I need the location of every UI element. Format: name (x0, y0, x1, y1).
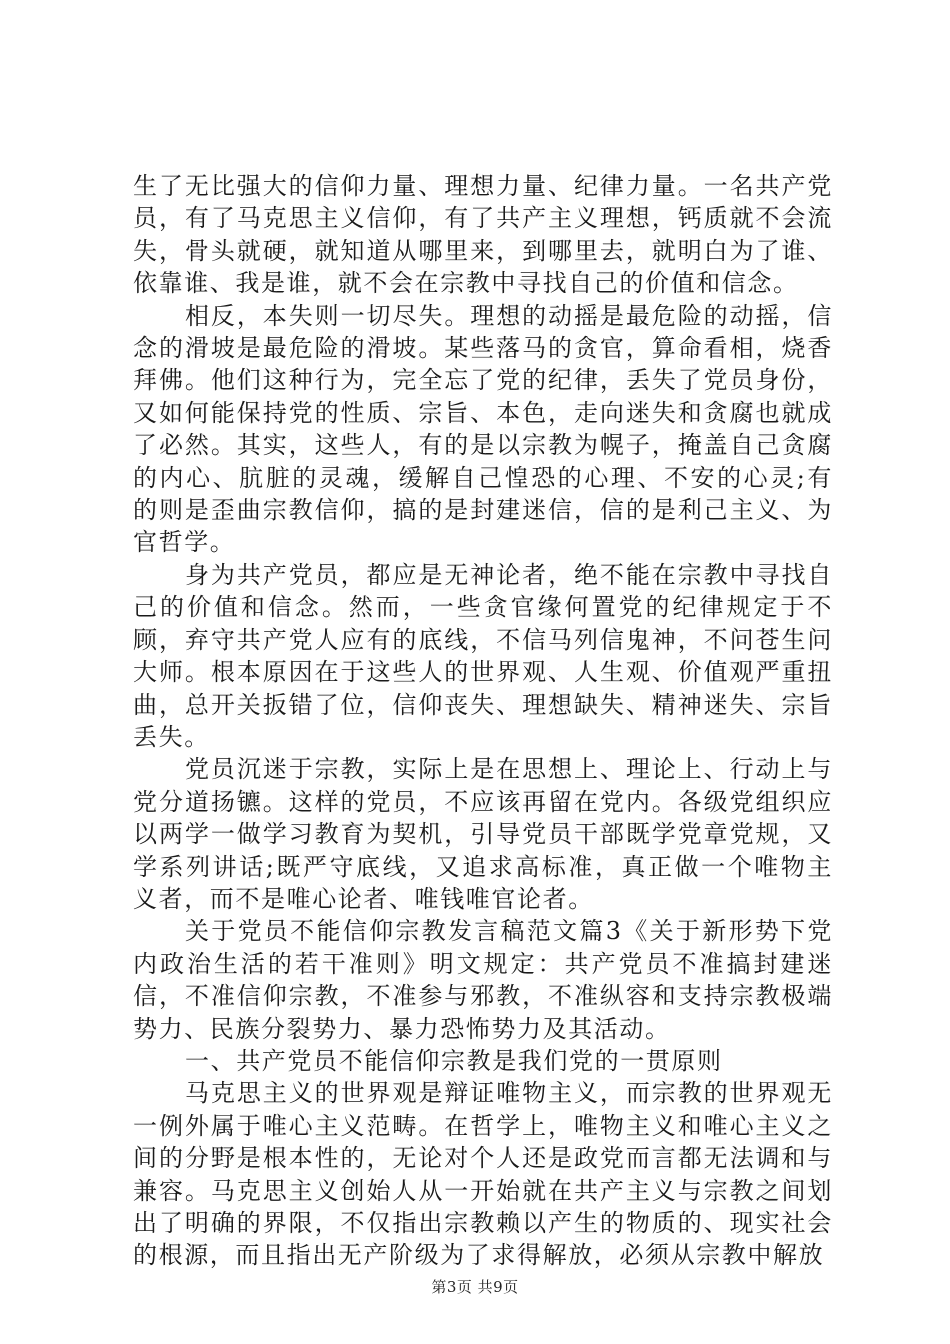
paragraph-1: 生了无比强大的信仰力量、理想力量、纪律力量。一名共产党员，有了马克思主义信仰，有了共产主义理想，钙质就不会流失，骨头就硬，就知道从哪里来，到哪里去，就明白为了谁、依靠谁、我是谁，就不会在宗教中寻找自己的价值和信念。 (133, 172, 833, 298)
paragraph-4: 党员沉迷于宗教，实际上是在思想上、理论上、行动上与党分道扬镳。这样的党员，不应该再留在党内。各级党组织应以两学一做学习教育为契机，引导党员干部既学党章党规，又学系列讲话;既严守底线，又追求高标准，真正做一个唯物主义者，而不是唯心论者、唯钱唯官论者。 (133, 755, 833, 913)
paragraph-5: 关于党员不能信仰宗教发言稿范文篇3《关于新形势下党内政治生活的若干准则》明文规定：共产党员不准搞封建迷信，不准信仰宗教，不准参与邪教，不准纵容和支持宗教极端势力、民族分裂势力、暴力恐怖势力及其活动。 (133, 917, 833, 1043)
document-body (133, 170, 833, 1272)
paragraph-6: 马克思主义的世界观是辩证唯物主义，而宗教的世界观无一例外属于唯心主义范畴。在哲学上，唯物主义和唯心主义之间的分野是根本性的，无论对个人还是政党而言都无法调和与兼容。马克思主义创始人从一开始就在共产主义与宗教之间划出了明确的界限，不仅指出宗教赖以产生的物质的、现实社会的根源，而且指出无产阶级为了求得解放，必须从宗教中解放 (133, 1079, 833, 1270)
paragraph-3: 身为共产党员，都应是无神论者，绝不能在宗教中寻找自己的价值和信念。然而，一些贪官缘何置党的纪律规定于不顾，弃守共产党人应有的底线，不信马列信鬼神，不问苍生问大师。根本原因在于这些人的世界观、人生观、价值观严重扭曲，总开关扳错了位，信仰丧失、理想缺失、精神迷失、宗旨丢失。 (133, 560, 833, 751)
page-number-footer: 第3页 共9页 (431, 1278, 519, 1296)
section-heading: 一、共产党员不能信仰宗教是我们党的一贯原则 (185, 1046, 723, 1075)
paragraph-2: 相反，本失则一切尽失。理想的动摇是最危险的动摇，信念的滑坡是最危险的滑坡。某些落马的贪官，算命看相，烧香拜佛。他们这种行为，完全忘了党的纪律，丢失了党员身份，又如何能保持党的性质、宗旨、本色，走向迷失和贪腐也就成了必然。其实，这些人，有的是以宗教为幌子，掩盖自己贪腐的内心、肮脏的灵魂，缓解自己惶恐的心理、不安的心灵;有的则是歪曲宗教信仰，搞的是封建迷信，信的是利己主义、为官哲学。 (133, 301, 833, 557)
